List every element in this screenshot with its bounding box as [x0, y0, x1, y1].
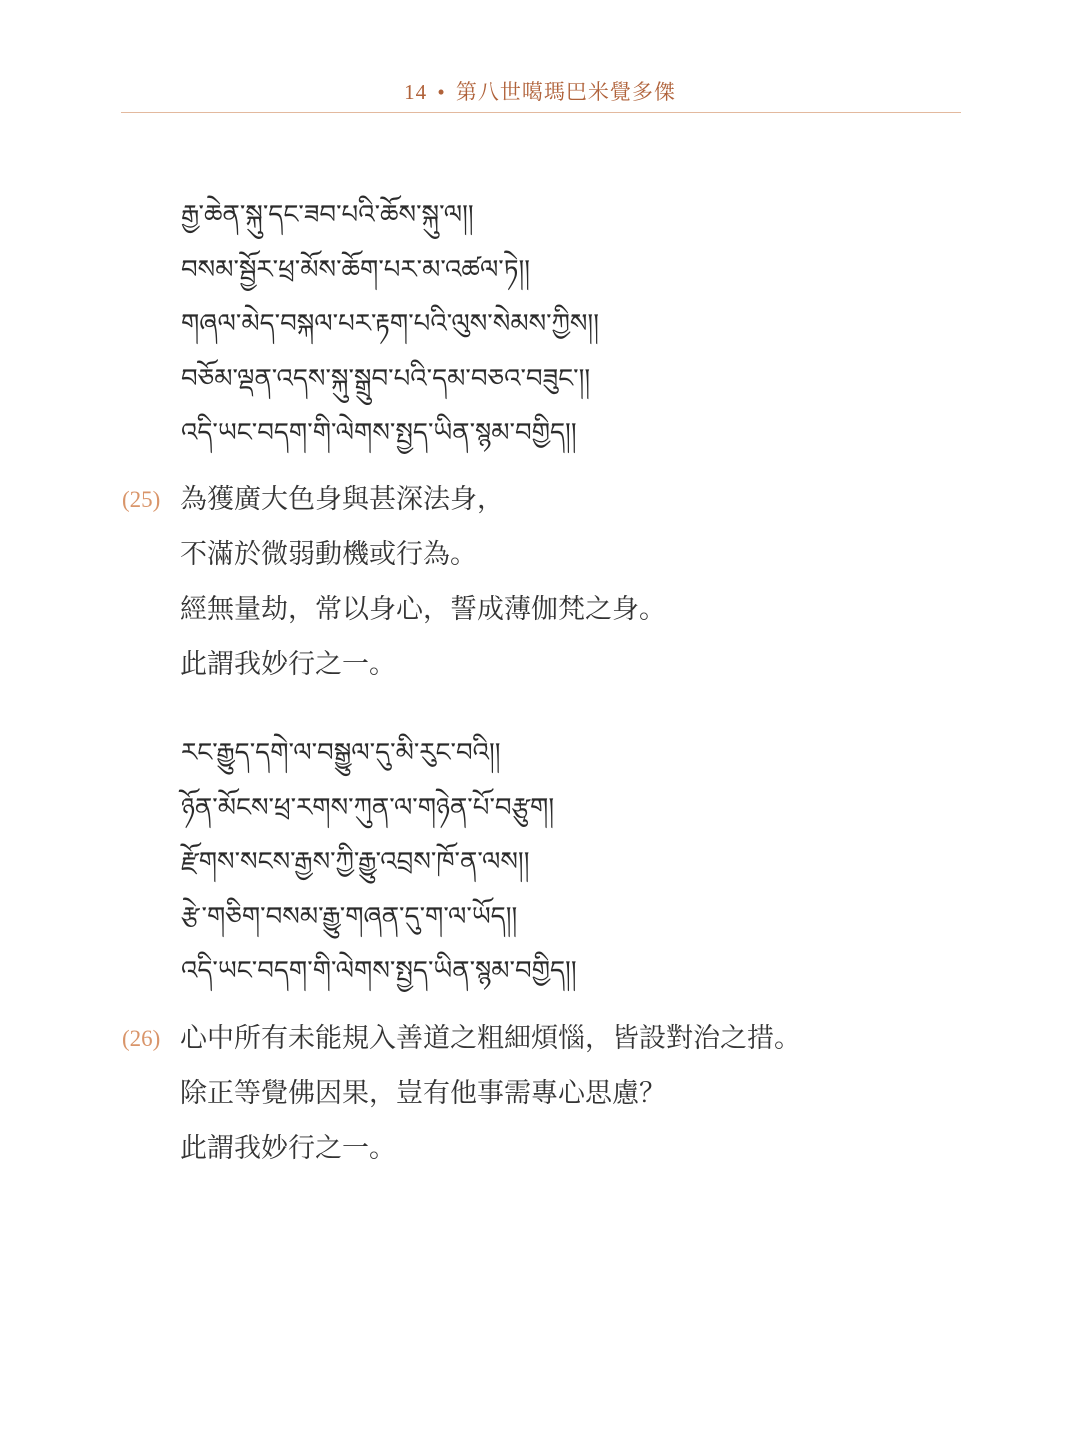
verse-lines: [180, 1012, 920, 1177]
tibetan-line: བསམ་སྦྱོར་ཕྲ་མོས་ཆོག་པར་མ་འཚལ་ཏེ།།: [181, 254, 531, 285]
chinese-line: 不滿於微弱動機或行為。: [180, 539, 477, 570]
verse-number: (25): [122, 487, 161, 512]
running-header: [0, 76, 1080, 106]
chinese-line: 心中所有未能規入善道之粗細煩惱，皆設對治之措。: [180, 1023, 801, 1054]
chinese-line: 經無量劫，常以身心，誓成薄伽梵之身。: [180, 594, 666, 625]
tibetan-verse-26: [181, 726, 577, 999]
tibetan-line: རྩེ་གཅིག་བསམ་རྒྱུ་གཞན་དུ་ག་ལ་ཡོད།།: [181, 901, 518, 932]
chinese-line: 此謂我妙行之一。: [180, 1133, 396, 1164]
tibetan-line: རྫོགས་སངས་རྒྱས་ཀྱི་རྒྱུ་འབྲས་ཁོ་ན་ལས།།: [181, 847, 530, 877]
chinese-line: 此謂我妙行之一。: [180, 649, 396, 680]
verse-number: (26): [122, 1026, 161, 1051]
book-title: 第八世噶瑪巴米覺多傑: [455, 80, 676, 104]
tibetan-line: གཞལ་མེད་བསྐལ་པར་རྟག་པའི་ལུས་སེམས་ཀྱིས།།: [181, 309, 599, 339]
header-rule: [121, 112, 961, 113]
tibetan-line: རང་རྒྱུད་དགེ་ལ་བསྒྱུལ་དུ་མི་རུང་བའི།།: [181, 738, 501, 768]
page-number: 14: [404, 80, 428, 104]
tibetan-line: འདི་ཡང་བདག་གི་ལེགས་སྤྱད་ཡིན་སྙམ་བགྱིད།།: [181, 418, 577, 448]
tibetan-line: བཅོམ་ལྡན་འདས་སྐུ་སྒྲུབ་པའི་དམ་བཅའ་བཟུང་།།: [181, 363, 591, 394]
tibetan-line: ཉོན་མོངས་ཕྲ་རགས་ཀུན་ལ་གཉེན་པོ་བརྩུག།: [181, 792, 555, 823]
header-separator: •: [437, 80, 446, 104]
tibetan-line: འདི་ཡང་བདག་གི་ལེགས་སྤྱད་ཡིན་སྙམ་བགྱིད།།: [181, 956, 577, 986]
tibetan-verse-25: [181, 188, 599, 461]
verse-lines: [180, 473, 920, 693]
chinese-line: 為獲廣大色身與甚深法身，: [180, 484, 504, 515]
tibetan-line: རྒྱ་ཆེན་སྐུ་དང་ཟབ་པའི་ཆོས་སྐུ་ལ།།: [181, 200, 474, 230]
chinese-line: 除正等覺佛因果，豈有他事需專心思慮？: [180, 1078, 666, 1109]
